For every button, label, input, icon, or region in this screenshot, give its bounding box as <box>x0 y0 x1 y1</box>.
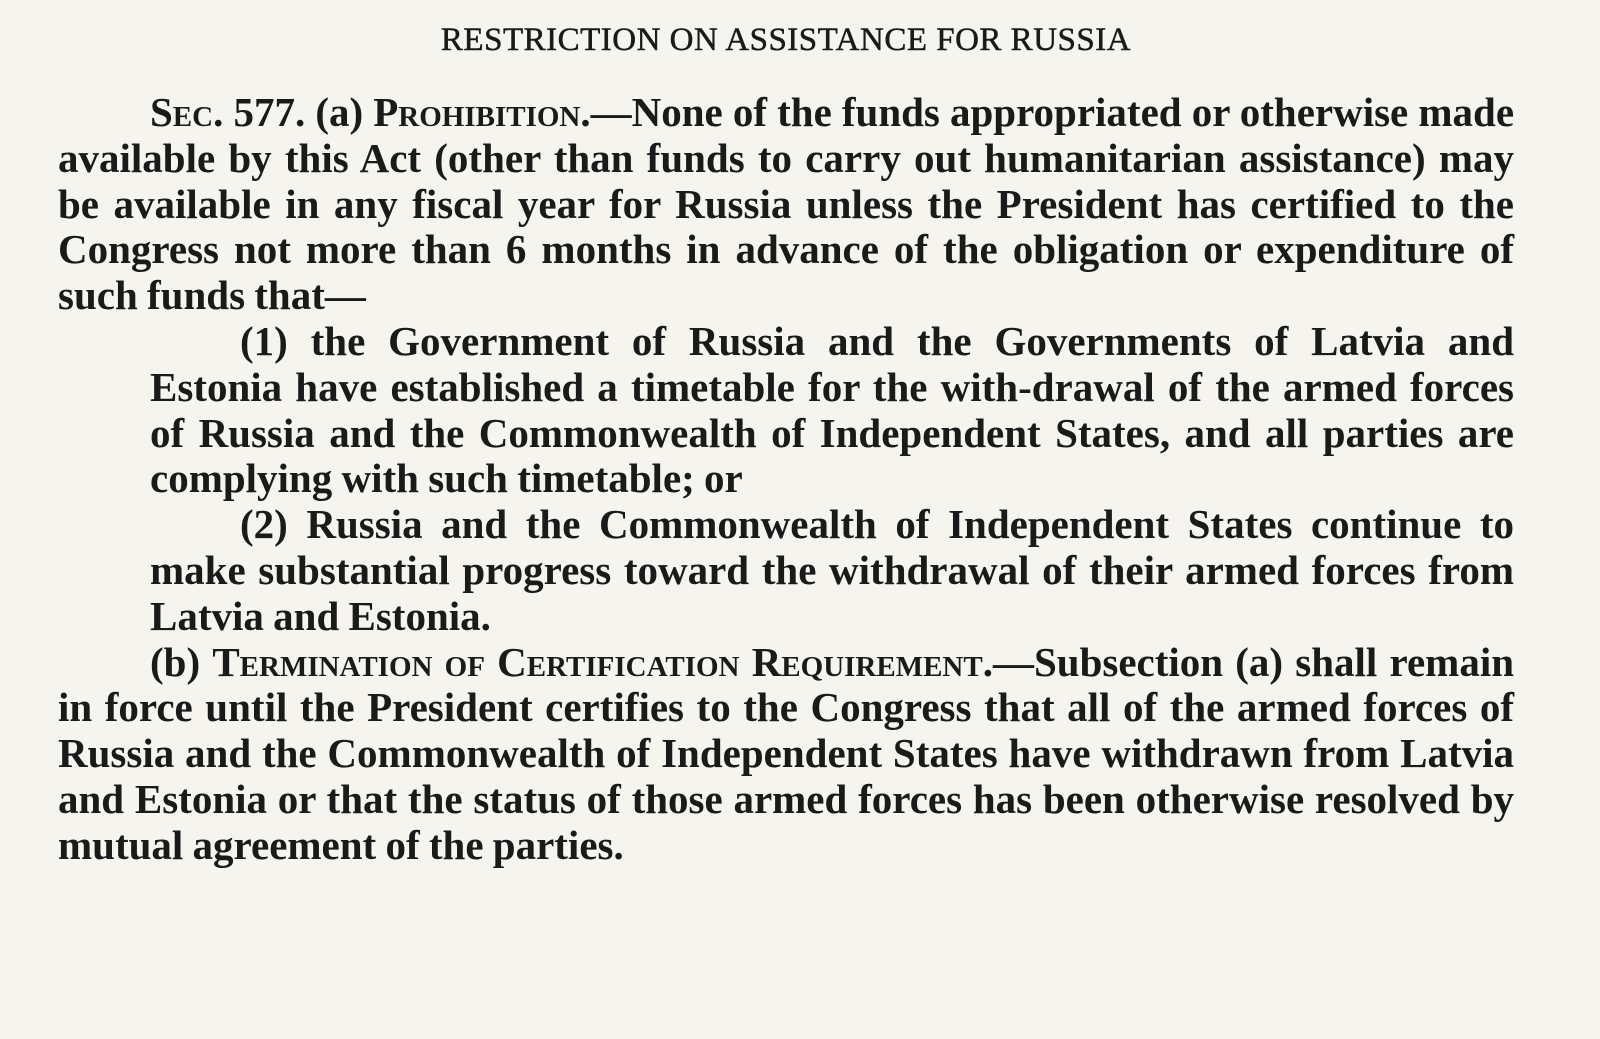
paragraph-2: (2) Russia and the Commonwealth of Independent States continue to make substantial progress toward the withdrawal of their armed forces from Latvia and Estonia. <box>150 501 1514 639</box>
subsection-a-text: —None of the funds appropriated or otherwise made available by this Act (other than funds to carry out humanitarian assistance) may be available in any fiscal year for Russia unless the President has certified to the Congress not more than 6 months in advance of the obligation or expenditure of such funds that— <box>58 89 1515 319</box>
subsection-b <box>58 640 1514 869</box>
subsection-b-text: —Subsection (a) shall remain in force until the President certifies to the Congress that all of the armed forces of Russia and the Commonwealth of Independent States have withdrawn from Latvia and Estonia or that the status of those armed forces has been otherwise resolved by mutual agreement of the parties. <box>58 638 1515 868</box>
section-number: Sec. 577. <box>150 89 306 135</box>
paragraph-1: (1) the Government of Russia and the Governments of Latvia and Estonia have established a timetable for the with-drawal of the armed forces of Russia and the Commonwealth of Independent States, and all parties are complying with such timetable; or <box>150 317 1514 502</box>
subsection-a-caption: Prohibition. <box>373 89 591 135</box>
section-heading: RESTRICTION ON ASSISTANCE FOR RUSSIA <box>440 22 1132 58</box>
subsection-a-designator: (a) <box>315 89 364 135</box>
subsection-b-designator: (b) <box>150 638 201 685</box>
subsection-a <box>58 90 1514 319</box>
document-page <box>58 18 1514 869</box>
subsection-b-caption: Termination of Certification Requirement. <box>212 638 993 685</box>
